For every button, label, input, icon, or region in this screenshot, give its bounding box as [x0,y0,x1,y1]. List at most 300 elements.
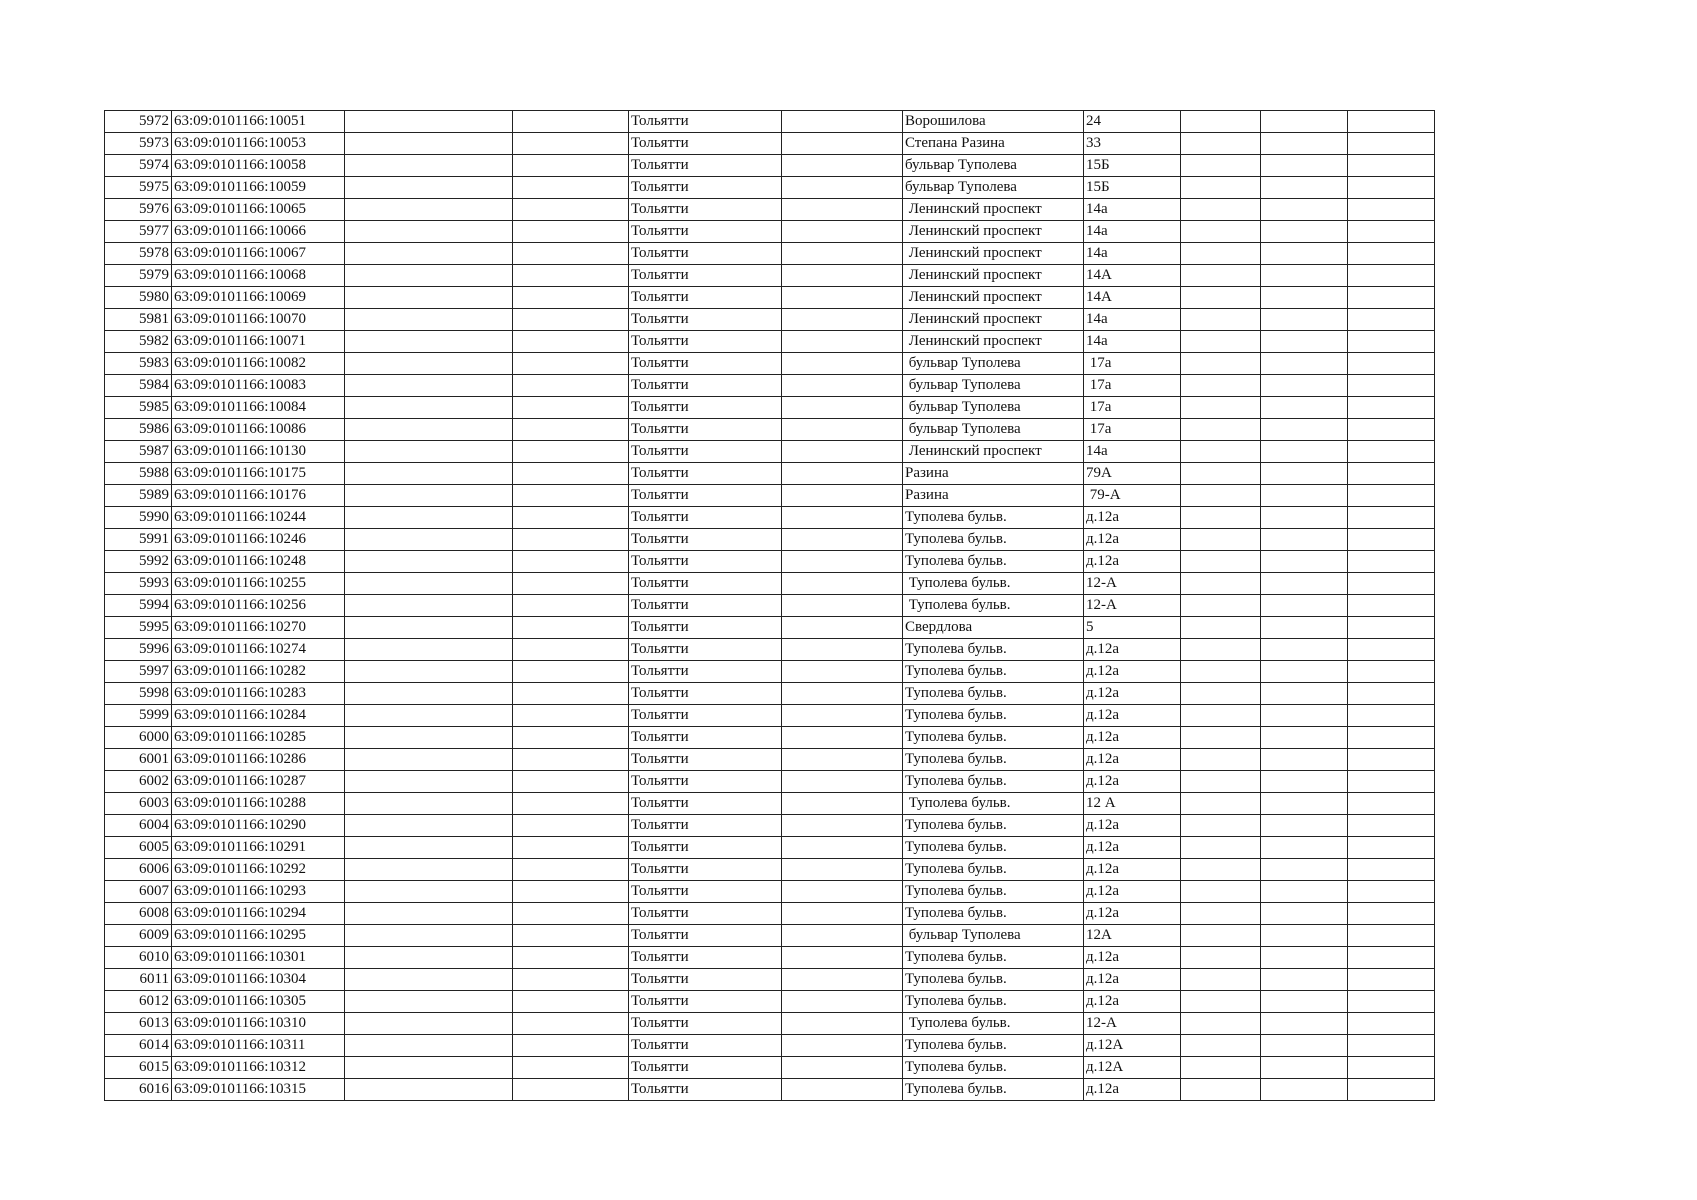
empty-cell [513,595,629,617]
city-cell: Тольятти [629,243,782,265]
empty-cell [513,155,629,177]
empty-cell [782,661,903,683]
empty-cell [1348,749,1435,771]
empty-cell [1348,463,1435,485]
empty-cell [1348,947,1435,969]
empty-cell [782,573,903,595]
house-number-cell: д.12а [1084,771,1181,793]
row-number-cell: 5989 [105,485,172,507]
empty-cell [782,1057,903,1079]
empty-cell [345,705,513,727]
house-number-cell: д.12а [1084,859,1181,881]
table-row [105,265,1435,287]
empty-cell [345,617,513,639]
empty-cell [345,749,513,771]
street-cell: Туполева бульв. [903,573,1084,595]
empty-cell [345,793,513,815]
cadastral-number-cell: 63:09:0101166:10066 [172,221,345,243]
city-cell: Тольятти [629,815,782,837]
empty-cell [782,265,903,287]
empty-cell [1181,199,1261,221]
empty-cell [1348,1079,1435,1101]
empty-cell [345,177,513,199]
city-cell: Тольятти [629,441,782,463]
house-number-cell: 24 [1084,111,1181,133]
empty-cell [782,375,903,397]
cadastral-number-cell: 63:09:0101166:10282 [172,661,345,683]
table-row [105,815,1435,837]
empty-cell [513,243,629,265]
empty-cell [1261,573,1348,595]
house-number-cell: д.12а [1084,683,1181,705]
cadastral-number-cell: 63:09:0101166:10295 [172,925,345,947]
cadastral-number-cell: 63:09:0101166:10256 [172,595,345,617]
house-number-cell: д.12а [1084,837,1181,859]
empty-cell [782,529,903,551]
city-cell: Тольятти [629,771,782,793]
street-cell: Ленинский проспект [903,199,1084,221]
row-number-cell: 6012 [105,991,172,1013]
empty-cell [782,969,903,991]
empty-cell [513,1079,629,1101]
empty-cell [1261,1035,1348,1057]
empty-cell [1261,1079,1348,1101]
street-cell: Туполева бульв. [903,529,1084,551]
cadastral-number-cell: 63:09:0101166:10301 [172,947,345,969]
table-row [105,199,1435,221]
empty-cell [782,397,903,419]
city-cell: Тольятти [629,661,782,683]
empty-cell [345,859,513,881]
empty-cell [1181,969,1261,991]
house-number-cell: д.12а [1084,529,1181,551]
table-row [105,133,1435,155]
empty-cell [1181,749,1261,771]
empty-cell [513,419,629,441]
city-cell: Тольятти [629,309,782,331]
empty-cell [1261,683,1348,705]
empty-cell [345,243,513,265]
empty-cell [782,309,903,331]
city-cell: Тольятти [629,507,782,529]
table-row [105,1013,1435,1035]
city-cell: Тольятти [629,177,782,199]
empty-cell [1348,221,1435,243]
empty-cell [782,353,903,375]
empty-cell [1261,111,1348,133]
empty-cell [782,177,903,199]
street-cell: Ленинский проспект [903,287,1084,309]
city-cell: Тольятти [629,1079,782,1101]
empty-cell [345,925,513,947]
row-number-cell: 5998 [105,683,172,705]
cadastral-number-cell: 63:09:0101166:10284 [172,705,345,727]
cadastral-number-cell: 63:09:0101166:10292 [172,859,345,881]
empty-cell [1348,529,1435,551]
row-number-cell: 5976 [105,199,172,221]
empty-cell [782,903,903,925]
row-number-cell: 5981 [105,309,172,331]
table-row [105,287,1435,309]
empty-cell [1348,881,1435,903]
table-row [105,1057,1435,1079]
empty-cell [1348,969,1435,991]
house-number-cell: д.12а [1084,991,1181,1013]
empty-cell [1181,793,1261,815]
empty-cell [1181,265,1261,287]
street-cell: Туполева бульв. [903,661,1084,683]
empty-cell [1261,727,1348,749]
row-number-cell: 5996 [105,639,172,661]
empty-cell [782,859,903,881]
empty-cell [513,639,629,661]
cadastral-number-cell: 63:09:0101166:10285 [172,727,345,749]
empty-cell [1181,661,1261,683]
city-cell: Тольятти [629,419,782,441]
empty-cell [1181,859,1261,881]
table-row [105,749,1435,771]
empty-cell [1261,507,1348,529]
row-number-cell: 6004 [105,815,172,837]
empty-cell [1348,133,1435,155]
empty-cell [1261,837,1348,859]
house-number-cell: 14а [1084,309,1181,331]
house-number-cell: 15Б [1084,177,1181,199]
cadastral-number-cell: 63:09:0101166:10051 [172,111,345,133]
street-cell: бульвар Туполева [903,353,1084,375]
row-number-cell: 5973 [105,133,172,155]
city-cell: Тольятти [629,331,782,353]
empty-cell [1348,155,1435,177]
house-number-cell: 14а [1084,441,1181,463]
empty-cell [1348,199,1435,221]
row-number-cell: 6008 [105,903,172,925]
empty-cell [1181,617,1261,639]
empty-cell [782,441,903,463]
empty-cell [1261,749,1348,771]
cadastral-number-cell: 63:09:0101166:10059 [172,177,345,199]
empty-cell [782,881,903,903]
table-row [105,1035,1435,1057]
empty-cell [513,529,629,551]
street-cell: Ленинский проспект [903,441,1084,463]
house-number-cell: д.12а [1084,969,1181,991]
street-cell: Ворошилова [903,111,1084,133]
table-row [105,155,1435,177]
empty-cell [1348,331,1435,353]
empty-cell [782,1013,903,1035]
city-cell: Тольятти [629,573,782,595]
empty-cell [1181,683,1261,705]
empty-cell [513,485,629,507]
street-cell: Туполева бульв. [903,837,1084,859]
street-cell: бульвар Туполева [903,419,1084,441]
empty-cell [513,661,629,683]
table-row [105,1079,1435,1101]
empty-cell [1181,991,1261,1013]
empty-cell [1348,573,1435,595]
empty-cell [1261,419,1348,441]
empty-cell [513,683,629,705]
cadastral-number-cell: 63:09:0101166:10068 [172,265,345,287]
table-row [105,529,1435,551]
cadastral-number-cell: 63:09:0101166:10065 [172,199,345,221]
empty-cell [782,155,903,177]
house-number-cell: д.12а [1084,815,1181,837]
empty-cell [1348,397,1435,419]
empty-cell [1348,419,1435,441]
empty-cell [345,771,513,793]
house-number-cell: 79-А [1084,485,1181,507]
house-number-cell: 12А [1084,925,1181,947]
street-cell: Степана Разина [903,133,1084,155]
house-number-cell: 14А [1084,265,1181,287]
empty-cell [345,155,513,177]
empty-cell [345,837,513,859]
row-number-cell: 6014 [105,1035,172,1057]
empty-cell [1181,397,1261,419]
cadastral-number-cell: 63:09:0101166:10311 [172,1035,345,1057]
cadastral-number-cell: 63:09:0101166:10304 [172,969,345,991]
empty-cell [1348,925,1435,947]
empty-cell [1261,991,1348,1013]
row-number-cell: 5985 [105,397,172,419]
empty-cell [345,661,513,683]
city-cell: Тольятти [629,969,782,991]
cadastral-number-cell: 63:09:0101166:10270 [172,617,345,639]
registry-table [104,110,1435,1101]
table-row [105,727,1435,749]
empty-cell [1261,595,1348,617]
table-row [105,111,1435,133]
row-number-cell: 5994 [105,595,172,617]
empty-cell [1181,507,1261,529]
empty-cell [1261,441,1348,463]
empty-cell [1181,111,1261,133]
city-cell: Тольятти [629,925,782,947]
street-cell: Разина [903,463,1084,485]
table-row [105,243,1435,265]
table-row [105,485,1435,507]
empty-cell [1181,243,1261,265]
empty-cell [1348,111,1435,133]
row-number-cell: 5995 [105,617,172,639]
street-cell: бульвар Туполева [903,177,1084,199]
empty-cell [782,485,903,507]
table-row [105,881,1435,903]
city-cell: Тольятти [629,617,782,639]
table-row [105,617,1435,639]
empty-cell [1348,617,1435,639]
house-number-cell: 12-А [1084,1013,1181,1035]
city-cell: Тольятти [629,551,782,573]
empty-cell [1348,639,1435,661]
empty-cell [345,991,513,1013]
city-cell: Тольятти [629,639,782,661]
cadastral-number-cell: 63:09:0101166:10294 [172,903,345,925]
cadastral-number-cell: 63:09:0101166:10283 [172,683,345,705]
empty-cell [1181,815,1261,837]
empty-cell [513,837,629,859]
empty-cell [1181,353,1261,375]
empty-cell [782,507,903,529]
house-number-cell: 12-А [1084,573,1181,595]
house-number-cell: д.12а [1084,661,1181,683]
empty-cell [1348,485,1435,507]
empty-cell [513,507,629,529]
empty-cell [1261,331,1348,353]
street-cell: Туполева бульв. [903,595,1084,617]
house-number-cell: 12 А [1084,793,1181,815]
empty-cell [345,639,513,661]
table-row [105,639,1435,661]
cadastral-number-cell: 63:09:0101166:10244 [172,507,345,529]
empty-cell [1261,793,1348,815]
empty-cell [1261,243,1348,265]
empty-cell [1348,243,1435,265]
row-number-cell: 5992 [105,551,172,573]
empty-cell [1261,661,1348,683]
empty-cell [782,287,903,309]
street-cell: Туполева бульв. [903,1035,1084,1057]
row-number-cell: 5999 [105,705,172,727]
row-number-cell: 5972 [105,111,172,133]
table-row [105,793,1435,815]
empty-cell [782,705,903,727]
empty-cell [1181,463,1261,485]
empty-cell [1181,309,1261,331]
table-row [105,375,1435,397]
empty-cell [782,749,903,771]
street-cell: Туполева бульв. [903,969,1084,991]
empty-cell [345,969,513,991]
table-row [105,683,1435,705]
cadastral-number-cell: 63:09:0101166:10287 [172,771,345,793]
empty-cell [513,265,629,287]
empty-cell [345,881,513,903]
empty-cell [513,881,629,903]
street-cell: Туполева бульв. [903,793,1084,815]
empty-cell [345,1057,513,1079]
empty-cell [782,133,903,155]
row-number-cell: 5984 [105,375,172,397]
empty-cell [782,639,903,661]
empty-cell [513,617,629,639]
empty-cell [1181,221,1261,243]
empty-cell [345,353,513,375]
table-row [105,551,1435,573]
empty-cell [1348,793,1435,815]
city-cell: Тольятти [629,265,782,287]
house-number-cell: 17а [1084,375,1181,397]
house-number-cell: д.12А [1084,1035,1181,1057]
empty-cell [513,133,629,155]
empty-cell [345,441,513,463]
empty-cell [1181,639,1261,661]
street-cell: Ленинский проспект [903,331,1084,353]
empty-cell [1261,815,1348,837]
table-row [105,969,1435,991]
city-cell: Тольятти [629,749,782,771]
house-number-cell: 12-А [1084,595,1181,617]
empty-cell [1181,881,1261,903]
cadastral-number-cell: 63:09:0101166:10290 [172,815,345,837]
empty-cell [782,111,903,133]
empty-cell [1261,265,1348,287]
empty-cell [1181,947,1261,969]
street-cell: Ленинский проспект [903,221,1084,243]
table-row [105,903,1435,925]
empty-cell [1348,375,1435,397]
street-cell: Ленинский проспект [903,309,1084,331]
street-cell: Туполева бульв. [903,991,1084,1013]
empty-cell [513,749,629,771]
table-row [105,419,1435,441]
house-number-cell: 14а [1084,221,1181,243]
empty-cell [782,947,903,969]
empty-cell [513,1057,629,1079]
empty-cell [345,419,513,441]
empty-cell [782,793,903,815]
cadastral-number-cell: 63:09:0101166:10071 [172,331,345,353]
table-row [105,837,1435,859]
house-number-cell: 14а [1084,199,1181,221]
house-number-cell: д.12А [1084,1057,1181,1079]
city-cell: Тольятти [629,859,782,881]
street-cell: Туполева бульв. [903,705,1084,727]
empty-cell [1261,1057,1348,1079]
empty-cell [1181,375,1261,397]
cadastral-number-cell: 63:09:0101166:10293 [172,881,345,903]
empty-cell [782,331,903,353]
empty-cell [513,947,629,969]
empty-cell [782,815,903,837]
table-row [105,771,1435,793]
street-cell: Туполева бульв. [903,1079,1084,1101]
house-number-cell: д.12а [1084,507,1181,529]
empty-cell [345,903,513,925]
empty-cell [1181,1057,1261,1079]
table-row [105,507,1435,529]
empty-cell [1181,155,1261,177]
house-number-cell: 15Б [1084,155,1181,177]
empty-cell [345,133,513,155]
empty-cell [345,815,513,837]
table-row [105,221,1435,243]
empty-cell [782,771,903,793]
empty-cell [513,705,629,727]
empty-cell [1181,441,1261,463]
city-cell: Тольятти [629,1035,782,1057]
empty-cell [345,529,513,551]
empty-cell [513,771,629,793]
empty-cell [1261,463,1348,485]
empty-cell [1261,177,1348,199]
city-cell: Тольятти [629,947,782,969]
empty-cell [513,309,629,331]
table-row [105,595,1435,617]
empty-cell [1348,705,1435,727]
empty-cell [1348,551,1435,573]
empty-cell [1181,419,1261,441]
city-cell: Тольятти [629,287,782,309]
empty-cell [345,397,513,419]
empty-cell [1261,375,1348,397]
street-cell: Туполева бульв. [903,507,1084,529]
empty-cell [513,177,629,199]
empty-cell [1348,309,1435,331]
empty-cell [513,221,629,243]
